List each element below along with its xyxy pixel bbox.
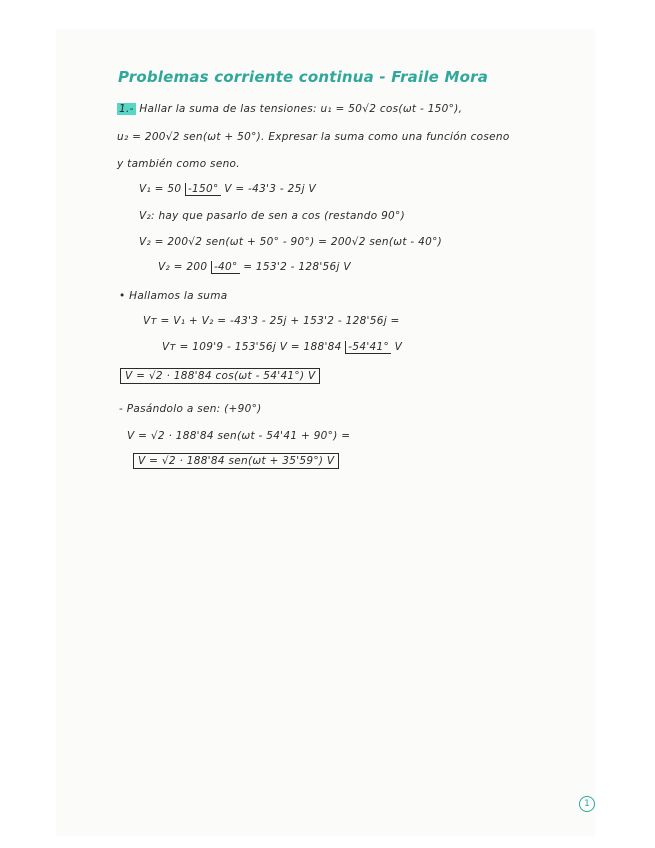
sen-equation: V = √2 · 188'84 sen(ωt - 54'41 + 90°) = [127,430,351,442]
page-title: Problemas corriente continua - Fraile Mora [118,68,489,86]
vt-equation: Vᴛ = V₁ + V₂ = -43'3 - 25j + 153'2 - 128'56j = [143,315,400,327]
v1-prefix: V₁ = 50 [139,183,182,195]
page-number-badge: 1 [579,796,595,812]
vt-result-suffix: V [391,341,403,353]
sum-heading: • Hallamos la suma [119,290,228,302]
v2-phasor [158,261,351,273]
problem-text-1: Hallar la suma de las tensiones: u₁ = 50√2 cos(ωt - 150°), [139,103,463,115]
v2-note: V₂: hay que pasarlo de sen a cos (restando 90°) [139,210,405,222]
vt-result-angle: -54'41° [345,341,391,354]
v1-suffix: V = -43'3 - 25j V [220,183,316,195]
v2p-angle: -40° [211,261,240,274]
v1-equation [139,183,316,195]
sen-heading: - Pasándolo a sen: (+90°) [119,403,262,415]
cos-result-box: V = √2 · 188'84 cos(ωt - 54'41°) V [120,368,320,384]
vt-result-prefix: Vᴛ = 109'9 - 153'56j V = 188'84 [162,341,342,353]
sen-result-box: V = √2 · 188'84 sen(ωt + 35'59°) V [133,453,339,469]
problem-number: 1.- [119,103,134,115]
v1-angle: -150° [185,183,221,196]
v2-equation: V₂ = 200√2 sen(ωt + 50° - 90°) = 200√2 sen(ωt - 40°) [139,236,443,248]
problem-statement-line-1 [117,103,462,115]
problem-statement-line-2: u₂ = 200√2 sen(ωt + 50°). Expresar la suma como una función coseno [117,131,510,143]
sen-result-line [133,455,339,467]
problem-statement-line-3: y también como seno. [117,158,240,170]
vt-result [162,341,402,353]
v2p-prefix: V₂ = 200 [158,261,208,273]
cos-result-line [120,370,320,382]
v2p-suffix: = 153'2 - 128'56j V [239,261,351,273]
